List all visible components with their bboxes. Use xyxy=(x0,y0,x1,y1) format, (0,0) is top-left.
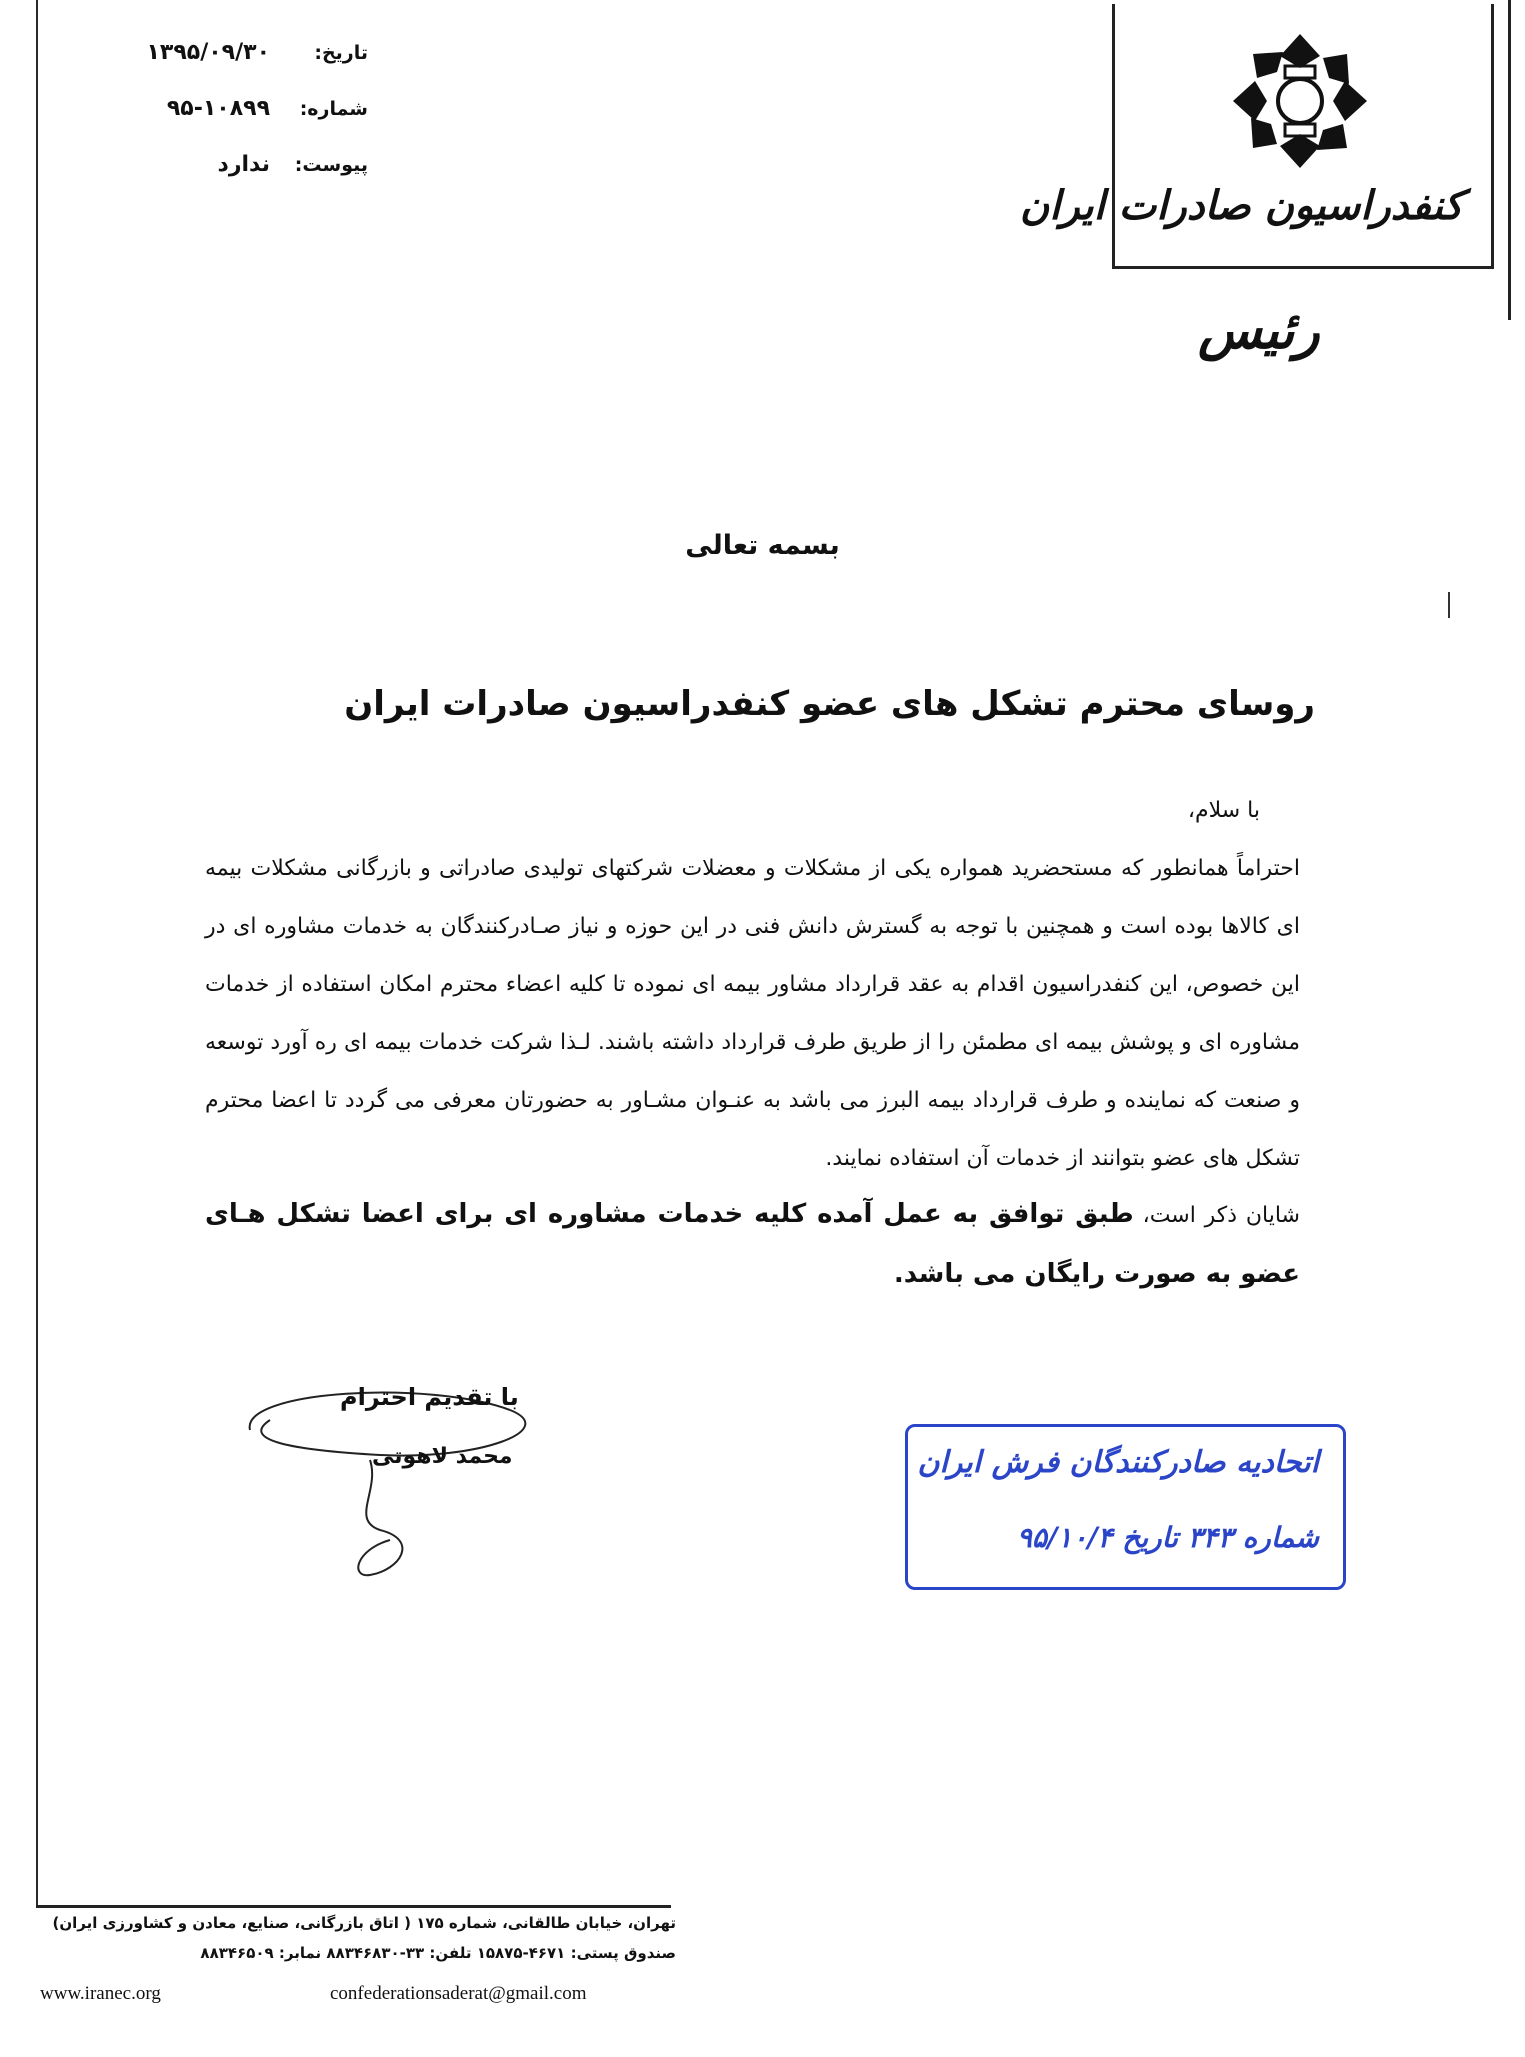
scan-edge-mark xyxy=(1448,592,1450,618)
confederation-logo-icon xyxy=(1225,26,1375,176)
note-bold: طبق توافق به عمل آمده کلیه خدمات مشاوره ای برای اعضا تشکل هـای عضو به صورت رایگان می باشد. xyxy=(205,1199,1300,1289)
attachment-row xyxy=(128,152,368,208)
invocation: بسمه تعالی xyxy=(685,530,840,561)
letterhead-logo-box xyxy=(1019,4,1494,269)
date-row xyxy=(128,40,368,96)
letter-meta xyxy=(128,40,368,208)
number-row xyxy=(128,96,368,152)
closing-phrase: با تقدیم احترام xyxy=(340,1383,519,1411)
signer-name: محمد لاهوتی xyxy=(372,1444,513,1469)
letter-body xyxy=(205,840,1300,1188)
number-label: شماره: xyxy=(299,98,368,120)
footer-divider xyxy=(36,1905,671,1908)
footer xyxy=(36,1914,676,1962)
date-value: ۱۳۹۵/۰۹/۳۰ xyxy=(146,40,270,65)
stamp-number-date: شماره ۳۴۳ تاریخ ۹۵/۱۰/۴ xyxy=(1016,1521,1319,1554)
footer-website: www.iranec.org xyxy=(40,1983,161,2004)
incoming-stamp xyxy=(905,1424,1346,1590)
greeting: با سلام، xyxy=(1187,798,1260,823)
letter-note xyxy=(205,1185,1300,1305)
logo-title: کنفدراسیون صادرات ایران xyxy=(1019,182,1463,229)
date-label: تاریخ: xyxy=(314,42,368,64)
president-title: رئیس xyxy=(1198,300,1320,361)
page-border-right xyxy=(1508,0,1511,320)
footer-contact: صندوق پستی: ۴۶۷۱-۱۵۸۷۵ تلفن: ۳۳-۸۸۳۴۶۸۳۰ نمابر: ۸۸۳۴۶۵۰۹ xyxy=(200,1944,676,1962)
footer-address: تهران، خیابان طالقانی، شماره ۱۷۵ ( اتاق بازرگانی، صنایع، معادن و کشاورزی ایران) xyxy=(52,1914,676,1932)
addressee: روسای محترم تشکل های عضو کنفدراسیون صادرات ایران xyxy=(344,684,1315,724)
attachment-label: پیوست: xyxy=(294,154,368,176)
stamp-org: اتحادیه صادرکنندگان فرش ایران xyxy=(917,1445,1319,1480)
body-paragraph: احتراماً همانطور که مستحضرید همواره یکی از مشکلات و معضلات شرکتهای تولیدی صادراتی و بازرگانی مشکلات بیمه ای کالاها بوده است و همچنین با توجه به گسترش دانش فنی در این حوزه و نیاز صـادرکنندگان به خدمات مشاوره ای در این خصوص، این کنفدراسیون اقدام به عقد قرارداد مشاور بیمه ای نموده تا کلیه اعضاء محترم امکان استفاده از خدمات مشاوره ای و پوشش بیمه ای مطمئن را از طریق طرف قرارداد داشته باشند. لـذا شرکت خدمات بیمه ای ره آورد توسعه و صنعت که نماینده و طرف قرارداد بیمه البرز می باشد به عنـوان مشـاور به حضورتان معرفی می گردد تا اعضا محترم تشکل های عضو بتوانند از خدمات آن استفاده نمایند. xyxy=(205,856,1300,1171)
attachment-value: ندارد xyxy=(217,152,270,177)
number-value: ۹۵-۱۰۸۹۹ xyxy=(166,96,270,121)
note-intro: شایان ذکر است، xyxy=(1133,1203,1300,1228)
page-border-left xyxy=(36,0,38,1905)
footer-email: confederationsaderat@gmail.com xyxy=(330,1983,587,2004)
